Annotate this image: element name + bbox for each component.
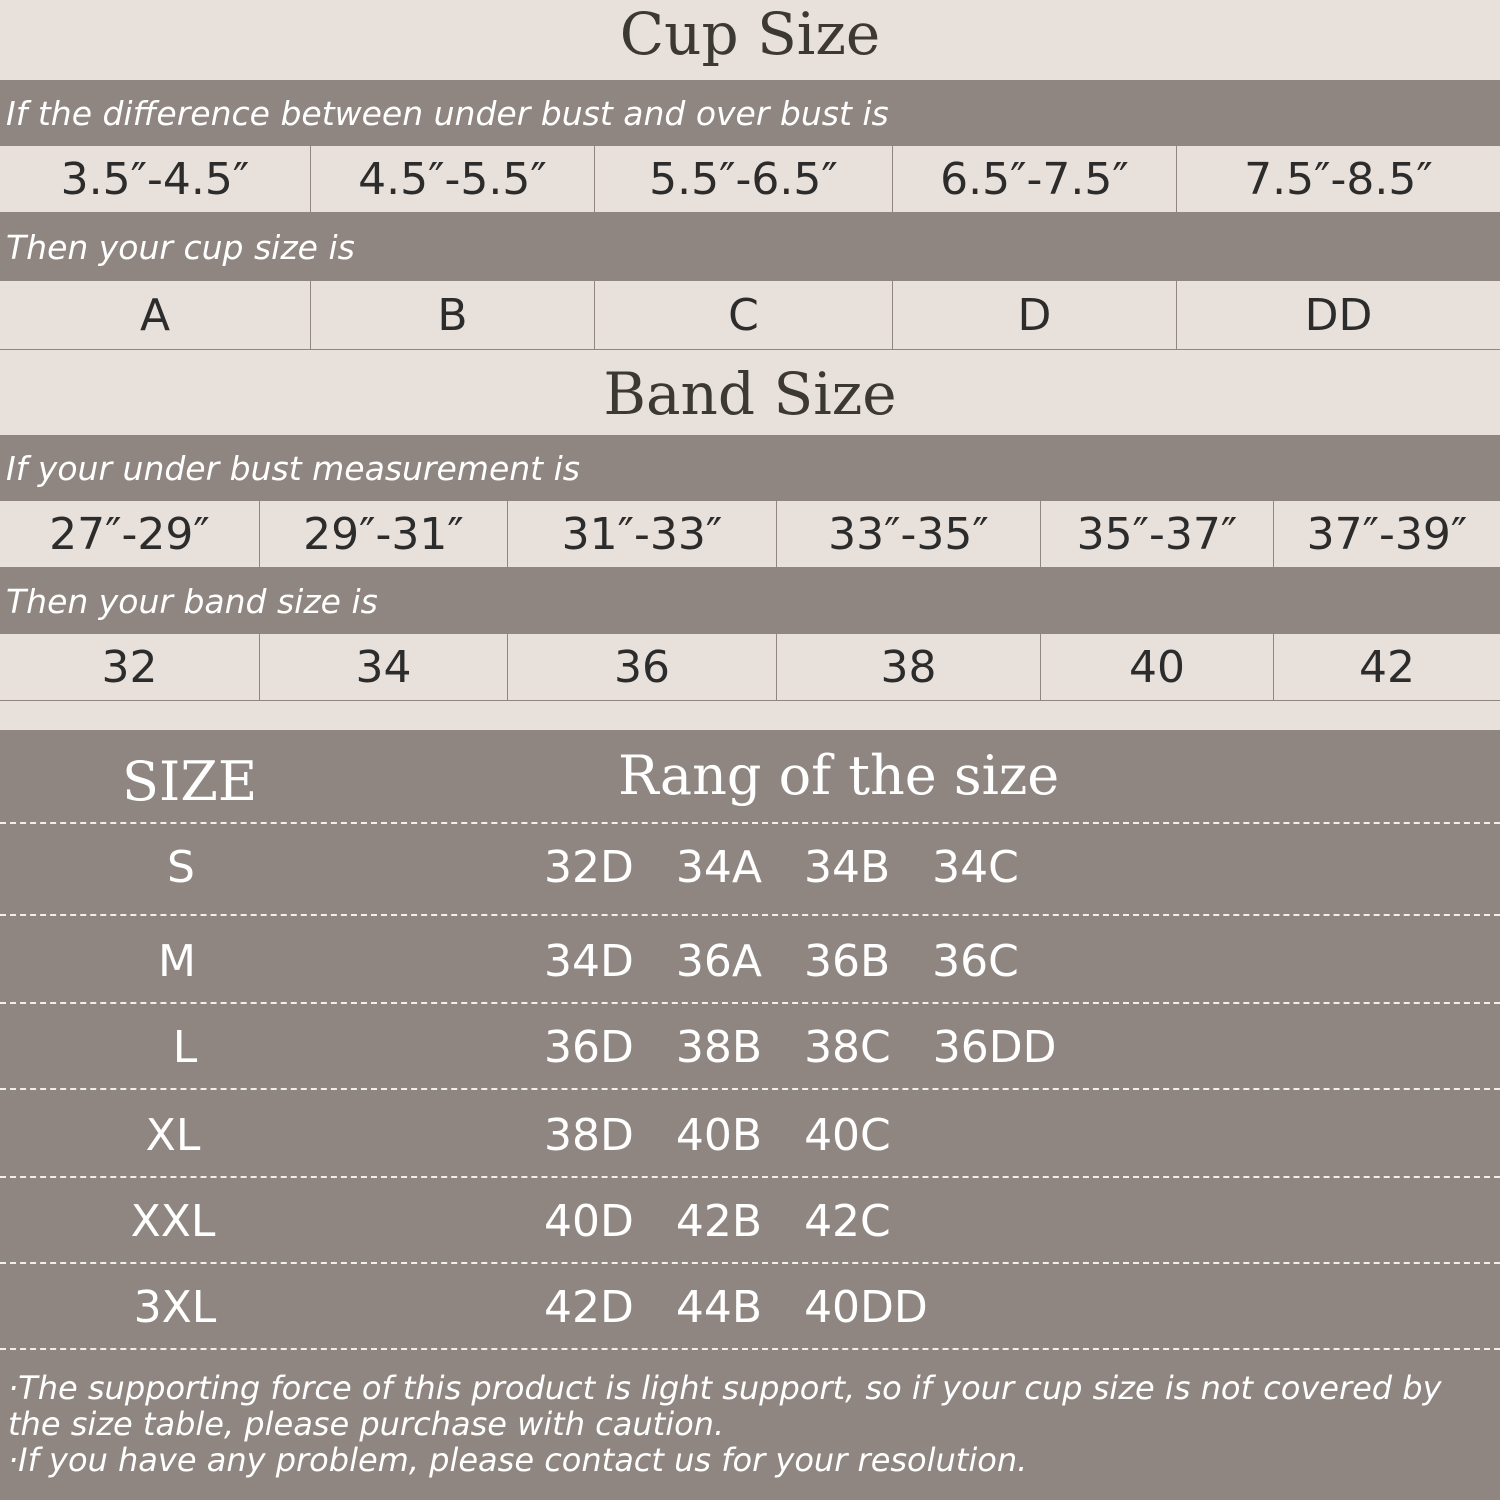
band-size-cell: 38 [777, 634, 1041, 700]
size-table-panel [0, 730, 1500, 1500]
size-value: 36A [675, 936, 762, 987]
size-value: 38D [544, 1110, 634, 1161]
cup-range-cell: 6.5″-7.5″ [893, 146, 1177, 212]
band-range-cell: 31″-33″ [508, 501, 777, 567]
cup-result-label: Then your cup size is [0, 213, 1500, 281]
size-value: 40DD [804, 1282, 928, 1333]
size-value: 42D [544, 1282, 634, 1333]
band-size-cell: 34 [260, 634, 508, 700]
size-value: 34A [675, 842, 762, 893]
table-divider [0, 1176, 1500, 1178]
cup-range-cell: 4.5″-5.5″ [311, 146, 595, 212]
table-divider [0, 914, 1500, 916]
size-value: 34D [544, 936, 634, 987]
band-range-cell: 27″-29″ [0, 501, 260, 567]
size-range-values [544, 1022, 1099, 1073]
band-size-cell: 42 [1359, 641, 1415, 693]
band-size-cell: 36 [508, 634, 777, 700]
table-divider [0, 1348, 1500, 1350]
size-range-values [544, 1196, 933, 1247]
size-label: 3XL [133, 1282, 217, 1333]
range-column-header: Rang of the size [618, 744, 1060, 807]
size-range-values [544, 1282, 970, 1333]
band-range-cell: 29″-31″ [260, 501, 508, 567]
size-notes [8, 1370, 1468, 1478]
size-value: 34B [803, 842, 891, 893]
band-result-label: Then your band size is [0, 568, 1500, 634]
size-value: 32D [544, 842, 634, 893]
cup-range-cell: 5.5″-6.5″ [595, 146, 893, 212]
size-value: 42C [804, 1196, 891, 1247]
size-value: 40C [804, 1110, 891, 1161]
size-value: 40D [544, 1196, 634, 1247]
cup-range-cell: 7.5″-8.5″ [1244, 153, 1433, 205]
size-value: 36D [544, 1022, 634, 1073]
cup-range-row [0, 146, 1500, 213]
band-range-cell: 33″-35″ [777, 501, 1041, 567]
size-value: 34C [932, 842, 1019, 893]
cup-size-title: Cup Size [619, 0, 881, 68]
size-value: 42B [675, 1196, 763, 1247]
cup-difference-label: If the difference between under bust and over bust is [0, 80, 1500, 146]
size-value: 38C [804, 1022, 891, 1073]
size-column-header: SIZE [122, 750, 258, 813]
size-value: 36DD [932, 1022, 1057, 1073]
band-size-row [0, 634, 1500, 701]
band-size-title: Band Size [603, 360, 897, 428]
table-divider [0, 1088, 1500, 1090]
cup-size-cell: D [893, 281, 1177, 349]
table-divider [0, 822, 1500, 824]
size-label: XXL [130, 1196, 216, 1247]
table-divider [0, 1002, 1500, 1004]
size-value: 44B [675, 1282, 763, 1333]
size-range-values [544, 936, 1061, 987]
cup-size-cell: C [595, 281, 893, 349]
band-range-cell: 37″-39″ [1306, 508, 1468, 560]
cup-size-cell: B [311, 281, 595, 349]
band-measure-label: If your under bust measurement is [0, 435, 1500, 501]
size-value: 36C [932, 936, 1019, 987]
note-contact: ·If you have any problem, please contact us for your resolution. [8, 1441, 1028, 1479]
band-size-cell: 32 [0, 634, 260, 700]
size-range-values [544, 1110, 933, 1161]
size-label: XL [145, 1110, 201, 1161]
size-value: 40B [675, 1110, 763, 1161]
cup-range-cell: 3.5″-4.5″ [0, 146, 311, 212]
band-size-cell: 40 [1041, 634, 1274, 700]
size-label: L [172, 1022, 198, 1073]
band-range-cell: 35″-37″ [1041, 501, 1274, 567]
size-range-values [544, 842, 1061, 893]
size-label: S [167, 842, 195, 893]
cup-size-cell: A [0, 281, 311, 349]
note-caution: ·The supporting force of this product is light support, so if your cup size is not covered by the size table, please purchase with caution. [8, 1369, 1442, 1443]
size-value: 38B [675, 1022, 763, 1073]
cup-size-cell: DD [1304, 289, 1373, 341]
cup-size-row [0, 281, 1500, 350]
size-value: 36B [803, 936, 891, 987]
table-divider [0, 1262, 1500, 1264]
band-range-row [0, 501, 1500, 568]
size-label: M [158, 936, 196, 987]
